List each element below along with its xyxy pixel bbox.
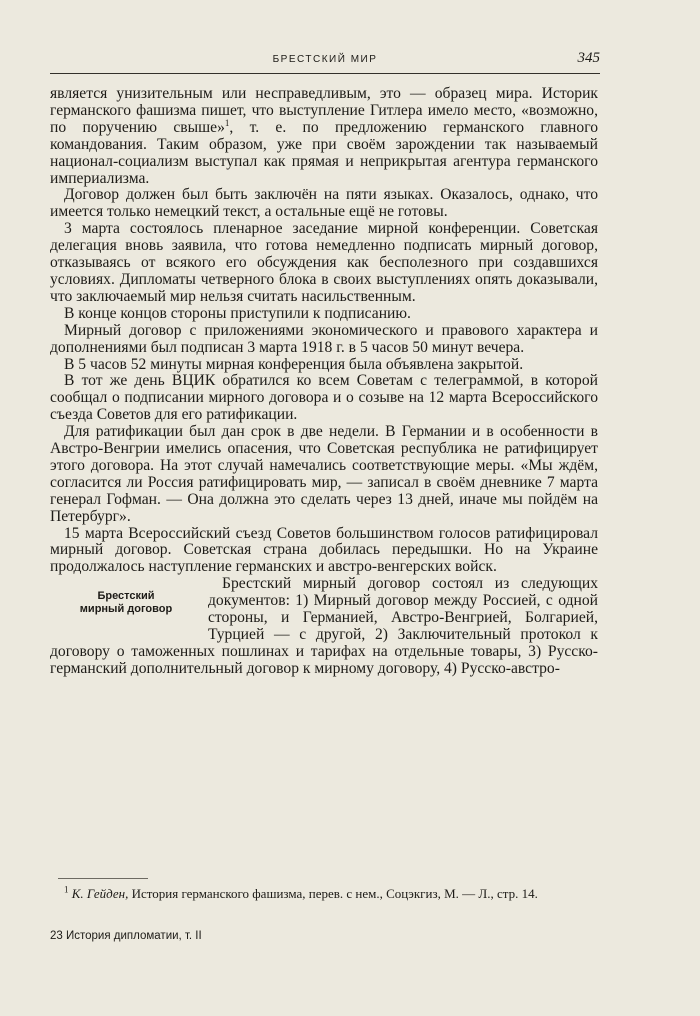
paragraph-1-part-a: является унизительным или несправедливым, это — образец мира. Историк германского фашизма пишет, что выступление Гитлера имело место, «возможно, по поручению свыше» <box>50 85 598 136</box>
page-number: 345 <box>577 50 600 66</box>
footnote-author: К. Гейден, <box>71 886 129 901</box>
paragraph-3: 3 марта состоялось пленарное заседание мирной конференции. Советская делегация вновь заявила, что готова немедленно подписать мирный договор, отказываясь от всякого его обсуждения как бесполезного при создавшихся условиях. Дипломаты четверного блока в своих выступлениях опять доказывали, что заключаемый мир нельзя считать насильственным. <box>50 220 598 305</box>
running-head: БРЕСТСКИЙ МИР <box>272 54 378 65</box>
margin-note-line-2: мирный договор <box>79 603 173 616</box>
body-text <box>50 86 598 678</box>
paragraph-9: 15 марта Всероссийский съезд Советов большинством голосов ратифицировал мирный договор. Советская страна добилась передышки. Но на Украине продолжалось наступление германских и австро-венгерских войск. <box>50 524 598 576</box>
paragraph-1-part-b: , т. е. по предложению германского главного командования. Таким образом, уже при своём зарождении так называемый национал-социализм выступал как прямая и неприкрытая агентура германского империализма. <box>50 118 599 187</box>
page-header <box>50 50 600 72</box>
paragraph-2: Договор должен был быть заключён на пяти языках. Оказалось, однако, что имеется только немецкий текст, а остальные ещё не готовы. <box>50 186 598 221</box>
footnote-rule <box>58 878 148 879</box>
paragraph-5: Мирный договор с приложениями экономического и правового характера и дополнениями был подписан 3 марта 1918 г. в 5 часов 50 минут вечера. <box>50 321 598 356</box>
paragraph-10: Брестский мирный договор состоял из следующих документов: 1) Мирный договор между Россией, с одной стороны, и Германией, Австро-Венгрией, Болгарией, Турцией — с другой, 2) Заключительный протокол к договору о таможенных пошлинах и тарифах на отдельные товары, 3) Русско-германский дополнительный договор к мирному договору, 4) Русско-австро- <box>50 575 598 677</box>
footnote-text: История германского фашизма, перев. с нем., Соцэкгиз, М. — Л., стр. 14. <box>128 886 538 901</box>
footnote-reference: 1 <box>224 117 230 128</box>
paragraph-7: В тот же день ВЦИК обратился ко всем Советам с телеграммой, в которой сообщал о подписании мирного договора и о созыве на 12 марта Всероссийского съезда Советов для его ратификации. <box>50 372 598 424</box>
footnote-marker: 1 <box>64 884 69 895</box>
footnote <box>50 885 598 902</box>
paragraph-8: Для ратификации был дан срок в две недели. В Германии и в особенности в Австро-Венгрии имелись опасения, что Советская республика не ратифицирует этого договора. На этот случай намечались соответствующие меры. «Мы ждём, согласится ли Россия ратифицировать мир, — записал в своём дневнике 7 марта генерал Гофман. — Она должна это сделать через 13 дней, иначе мы пойдём на Петербург». <box>50 423 598 525</box>
margin-note <box>50 590 202 640</box>
printer-signature: 23 История дипломатии, т. II <box>50 930 202 942</box>
paragraph-1 <box>50 86 598 187</box>
paragraph-6: В 5 часов 52 минуты мирная конференция была объявлена закрытой. <box>64 355 524 373</box>
margin-note-line-1: Брестский <box>97 590 155 603</box>
header-rule <box>50 73 600 74</box>
paragraph-4: В конце концов стороны приступили к подписанию. <box>64 304 411 322</box>
